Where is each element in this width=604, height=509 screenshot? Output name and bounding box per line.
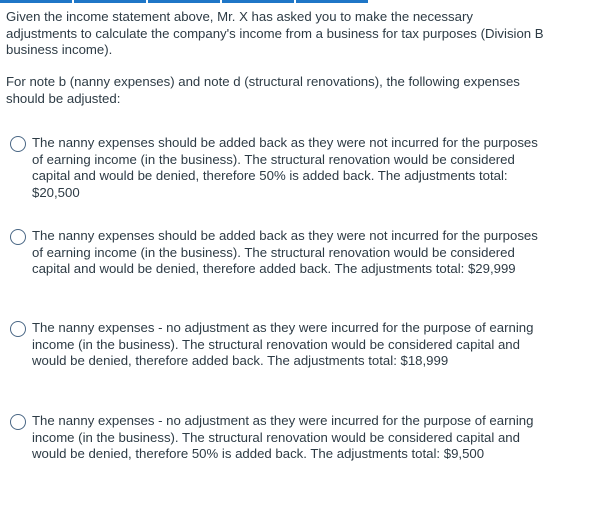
answer-option-label[interactable]: The nanny expenses should be added back as they were not incurred for the purposes of earning income (in the business). The structural renovation would be considered capital and would be denied, therefore 50% is added back. The adjustments total: $20,500: [32, 135, 538, 200]
accent-segment: [0, 0, 72, 3]
top-accent-bar: [0, 0, 368, 3]
question-intro: Given the income statement above, Mr. X has asked you to make the necessary adjustments to calculate the company's income from a business for tax purposes (Division B business income).: [6, 9, 544, 57]
accent-segment: [148, 0, 220, 3]
radio-unchecked-icon[interactable]: [10, 414, 26, 430]
accent-segment: [222, 0, 294, 3]
answer-option-1[interactable]: [10, 135, 570, 201]
radio-unchecked-icon[interactable]: [10, 229, 26, 245]
answer-option-label[interactable]: The nanny expenses - no adjustment as they were incurred for the purpose of earning income (in the business). The structural renovation would be considered capital and would be denied, therefore added back. The adjustments total: $18,999: [32, 320, 534, 369]
answer-option-label[interactable]: The nanny expenses should be added back as they were not incurred for the purposes of earning income (in the business). The structural renovation would be considered capital and would be denied, therefore added back. The adjustments total: $29,999: [32, 228, 538, 277]
radio-unchecked-icon[interactable]: [10, 321, 26, 337]
answer-option-4[interactable]: [10, 413, 570, 463]
accent-segment: [296, 0, 368, 3]
answer-option-2[interactable]: [10, 228, 570, 278]
answer-option-label[interactable]: The nanny expenses - no adjustment as they were incurred for the purpose of earning income (in the business). The structural renovation would be considered capital and would be denied, therefore 50% is added back. The adjustments total: $9,500: [32, 413, 534, 462]
answer-option-3[interactable]: [10, 320, 570, 370]
question-prompt: For note b (nanny expenses) and note d (structural renovations), the following expenses should be adjusted:: [6, 74, 520, 106]
radio-unchecked-icon[interactable]: [10, 136, 26, 152]
accent-segment: [74, 0, 146, 3]
